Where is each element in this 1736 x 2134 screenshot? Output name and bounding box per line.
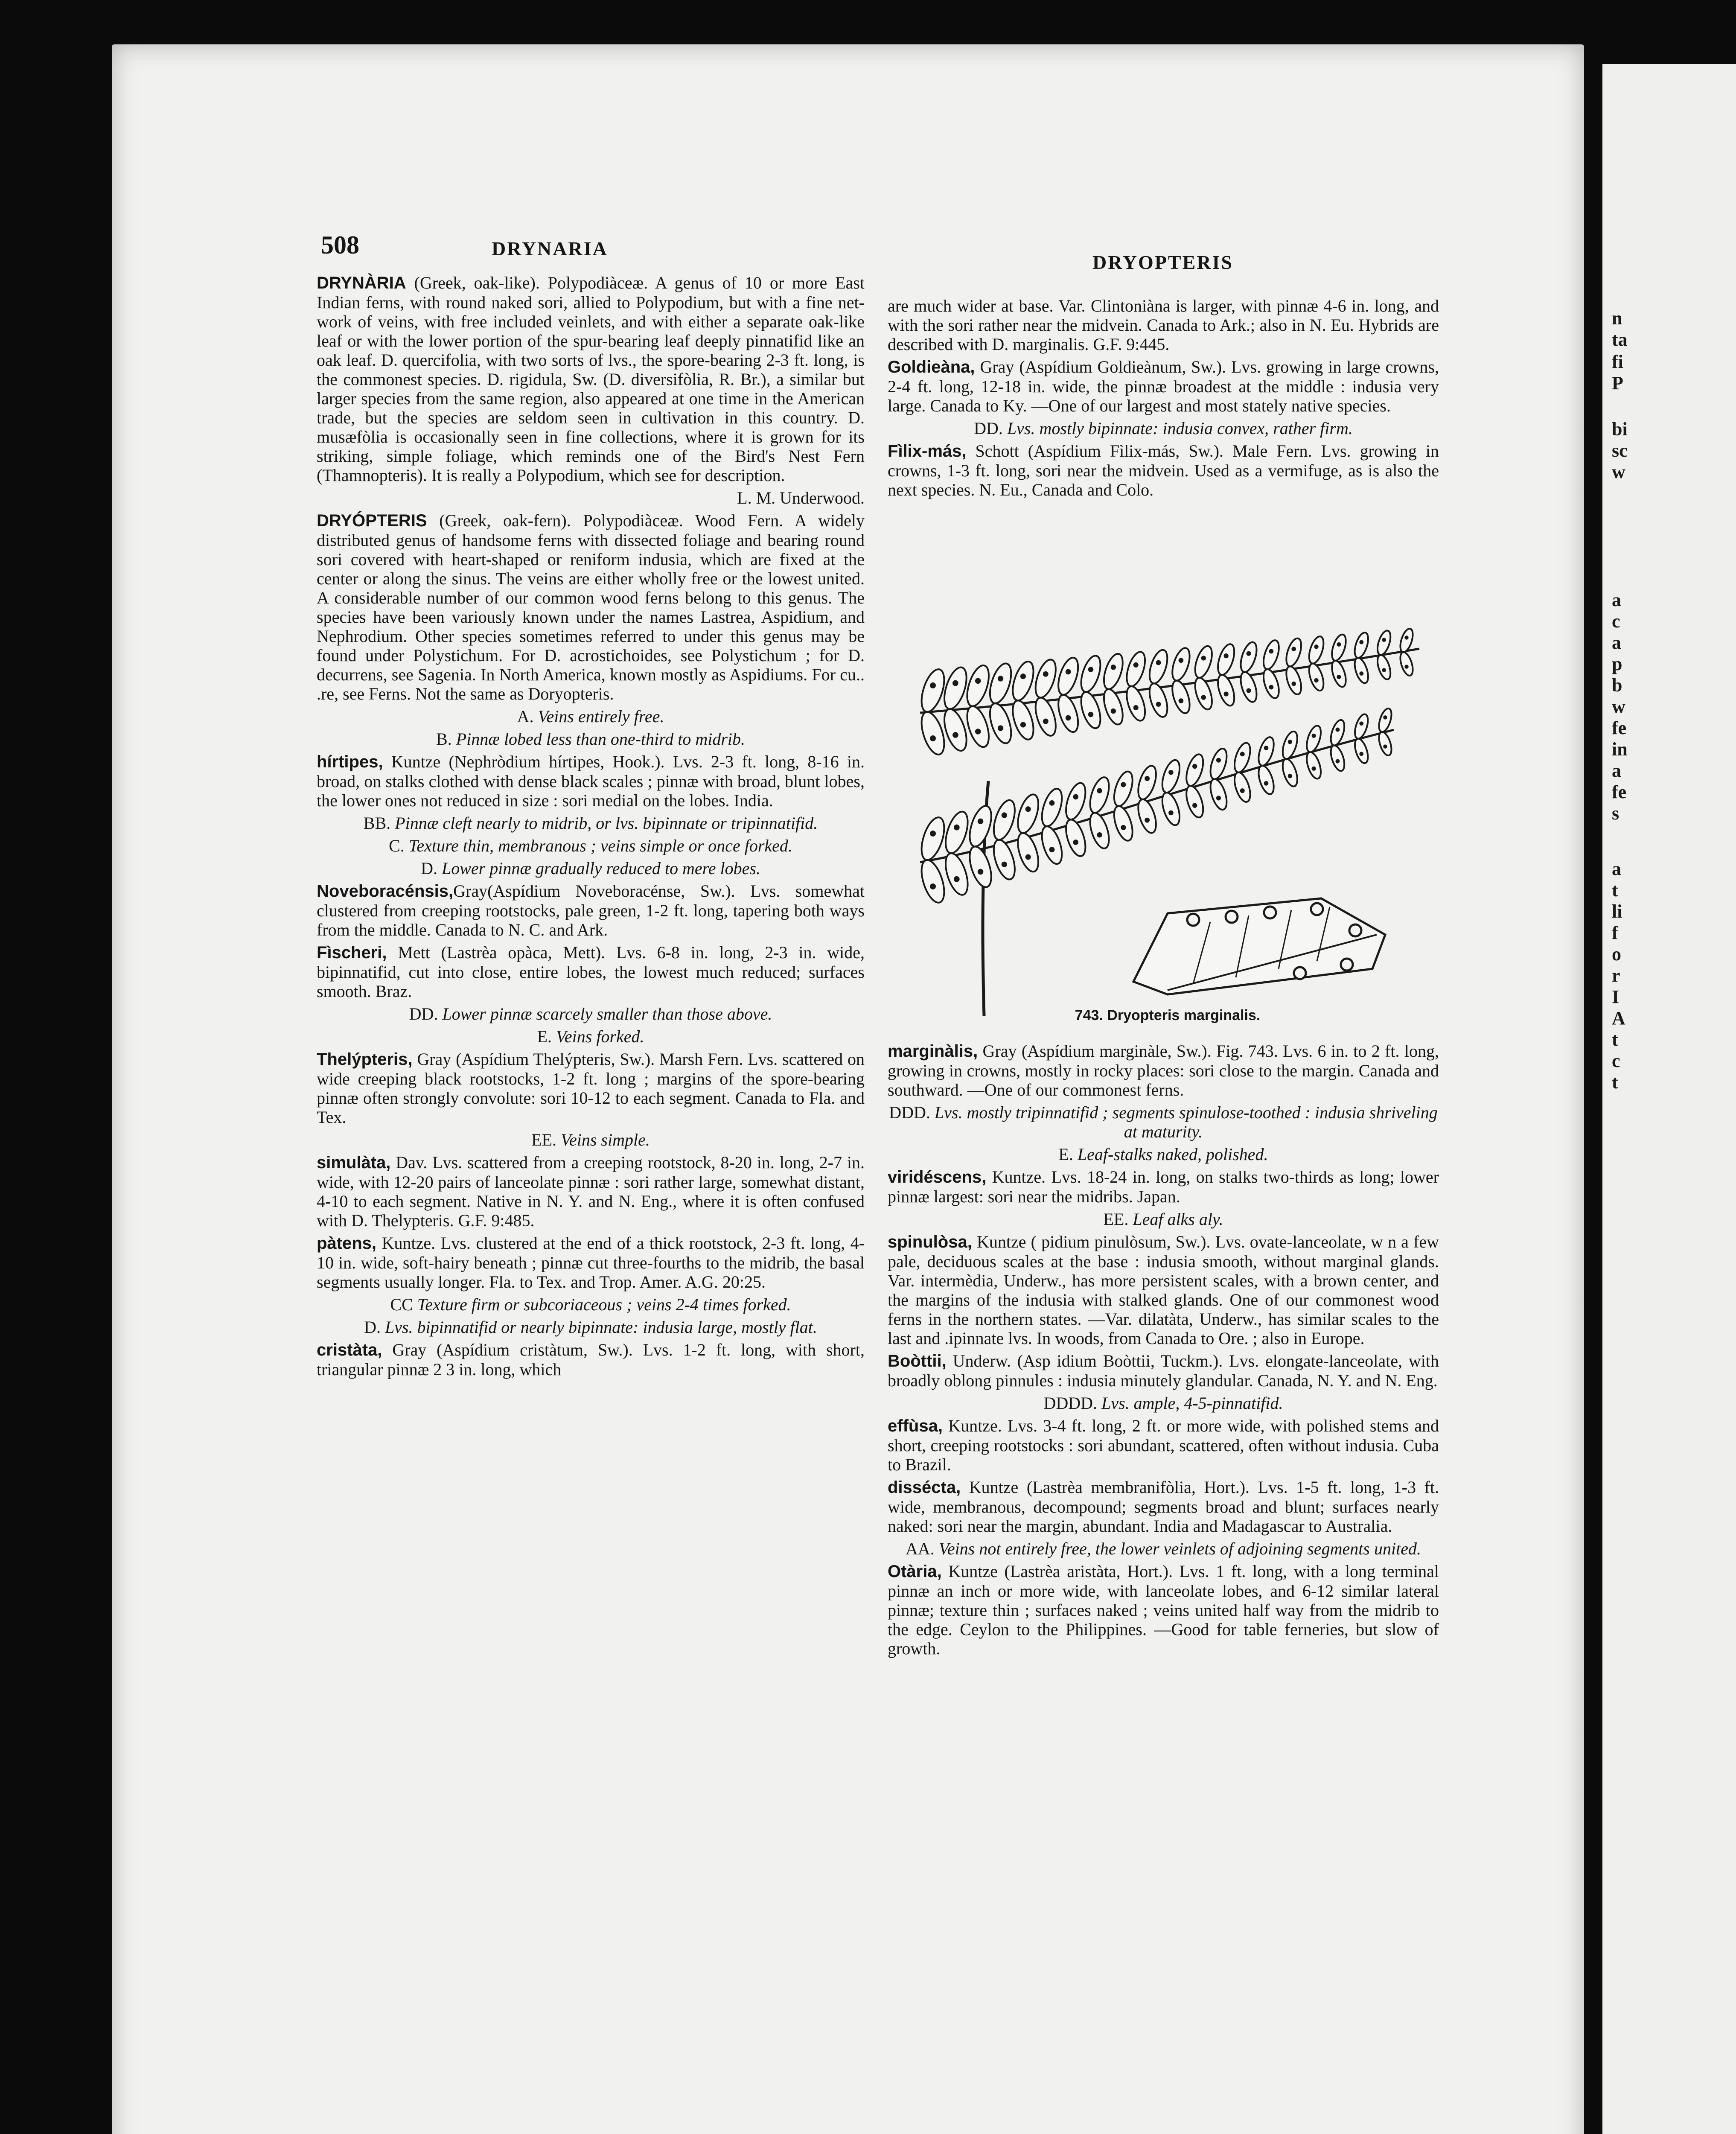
- entry-text: Kuntze ( pidium pinulòsum, Sw.). Lvs. ovate-lanceolate, w n a few pale, deciduous scales at the base : indusia smooth, without marginal glands. Var. intermèdia, Underw., has more persistent scales, with a brown center, and the margins of the indusia with stalked glands. One of our commonest wood ferns in the northern states. —Var. dilatàta, Underw., has similar scales to the last and .ipinnate lvs. In woods, from Canada to Ore. ; also in Europe.: [888, 1232, 1439, 1348]
- key-mark: CC: [390, 1295, 417, 1314]
- entry-text: (Greek, oak-like). Polypodiàceæ. A genus of 10 or more East Indian ferns, with round naked sori, allied to Polypodium, but with a fine net-work of veins, with free included veinlets, and with either a separate oak-like leaf or with the lower portion of the spur-bearing leaf deeply pinnatifid like an oak leaf. D. quercifolia, with two sorts of lvs., the spore-bearing 2-3 ft. long, is the commonest species. D. rigidula, Sw. (D. diversifòlia, R. Br.), a similar but larger species from the same region, also appeared at one time in the American trade, but the species are seldom seen in cultivation in this country. D. musæfòlia is occasionally seen in fine collections, where it is grown for its striking, simple foliage, which reminds one of the Bird's Nest Fern (Thamnopteris). It is really a Polypodium, which see for description.: [317, 273, 865, 485]
- entry-text: (Greek, oak-fern). Polypodiàceæ. Wood Fern. A widely distributed genus of handsome ferns with dissected foliage and bearing round sori covered with heart-shaped or reniform indusia, which are fixed at the center or along the sinus. The veins are either wholly free or the lowest united. A considerable number of our common wood ferns belong to this genus. The species have been variously known under the names Lastrea, Aspidium, and Nephrodium. Other species sometimes referred to under this genus may be found under Polystichum. For D. acrostichoides, see Polystichum ; for D. decurrens, see Sagenia. In North America, known mostly as Aspidiums. For cu.. .re, see Ferns. Not the same as Doryopteris.: [317, 511, 865, 703]
- key-mark: E.: [1058, 1145, 1078, 1164]
- key-text: Veins entirely free.: [538, 707, 664, 726]
- page-number: 508: [321, 231, 359, 259]
- entry-text: Kuntze (Lastrèa aristàta, Hort.). Lvs. 1 ft. long, with a long terminal pinnæ an inch or more wide, with lanceolate lobes, and 6-12 similar lateral pinnæ; texture thin ; surfaces naked ; veins united half way from the midrib to the edge. Ceylon to the Philippines. —Good for table ferneries, but slow of growth.: [888, 1562, 1439, 1658]
- entry-paragraph: [888, 357, 1439, 415]
- entry-head: DRYNÀRIA: [317, 274, 406, 292]
- next-page-fragment: a: [1612, 632, 1621, 653]
- pinnule-detail: [1133, 898, 1385, 994]
- key-line: [317, 707, 865, 726]
- key-text: Texture firm or subcoriaceous ; veins 2-4 times forked.: [417, 1295, 791, 1314]
- next-page-fragment: f: [1612, 922, 1618, 943]
- entry-text: Gray (Aspídium Goldieànum, Sw.). Lvs. growing in large crowns, 2-4 ft. long, 12-18 in. wide, the pinnæ broadest at the middle : indusia very large. Canada to Ky. —One of our largest and most stately native species.: [888, 357, 1439, 415]
- next-page-fragment: c: [1612, 1050, 1620, 1071]
- entry-text: Gray (Aspídium Thelýpteris, Sw.). Marsh Fern. Lvs. scattered on wide creeping black rootstocks, 1-2 ft. long ; margins of the spore-bearing pinnæ often strongly convolute: sori 10-12 to each segment. Canada to Fla. and Tex.: [317, 1050, 865, 1127]
- key-line: [317, 1004, 865, 1023]
- right-column-bottom: [888, 1041, 1439, 1662]
- key-line: [317, 836, 865, 855]
- entry-paragraph: [888, 296, 1439, 354]
- next-page-fragment: fe: [1612, 717, 1627, 738]
- next-page-edge: [1602, 64, 1736, 2134]
- key-mark: D.: [421, 859, 442, 878]
- entry-head: Otària,: [888, 1562, 942, 1581]
- key-text: Veins forked.: [556, 1027, 644, 1046]
- key-line: [888, 1539, 1439, 1558]
- entry-text: Schott (Aspídium Fìlix-más, Sw.). Male Fern. Lvs. growing in crowns, 1-3 ft. long, sori near the midvein. Used as a vermifuge, as is also the next species. N. Eu., Canada and Colo.: [888, 441, 1439, 499]
- entry-text: Kuntze. Lvs. 18-24 in. long, on stalks two-thirds as long; lower pinnæ largest: sori near the midribs. Japan.: [888, 1167, 1439, 1206]
- key-line: [317, 813, 865, 833]
- key-line: [317, 1295, 865, 1314]
- entry-text: Kuntze. Lvs. 3-4 ft. long, 2 ft. or more wide, with polished stems and short, creeping rootstocks : sori abundant, scattered, often without indusia. Cuba to Brazil.: [888, 1416, 1439, 1474]
- key-line: [888, 1103, 1439, 1141]
- next-page-fragment: a: [1612, 760, 1621, 781]
- next-page-fragment: bi: [1612, 419, 1628, 440]
- entry-text: Kuntze. Lvs. clustered at the end of a thick rootstock, 2-3 ft. long, 4-10 in. wide, soft-hairy beneath ; pinnæ cut three-fourths to the midrib, the basal segments usually longer. Fla. to Tex. and Trop. Amer. A.G. 20:25.: [317, 1233, 865, 1291]
- right-column-top: [888, 296, 1439, 503]
- next-page-fragment: in: [1612, 739, 1628, 760]
- key-line: [317, 729, 865, 749]
- entry-text: Gray (Aspídium cristàtum, Sw.). Lvs. 1-2 ft. long, with short, triangular pinnæ 2 3 in. long, which: [317, 1340, 865, 1379]
- next-page-fragment: I: [1612, 986, 1619, 1007]
- entry-paragraph: [888, 1416, 1439, 1474]
- key-mark: EE.: [1103, 1210, 1133, 1229]
- entry-text: Kuntze (Nephròdium hírtipes, Hook.). Lvs. 2-3 ft. long, 8-16 in. broad, on stalks clothed with dense black scales ; pinnæ with broad, blunt lobes, the lower ones not reduced in size : sori medial on the lobes. India.: [317, 752, 865, 810]
- entry-paragraph: [888, 1232, 1439, 1348]
- entry-paragraph: [317, 1050, 865, 1127]
- key-text: Pinnæ lobed less than one-third to midrib.: [456, 729, 746, 749]
- entry-head: Noveboracénsis,: [317, 882, 454, 901]
- entry-head: Thelýpteris,: [317, 1050, 413, 1069]
- entry-paragraph: [317, 273, 865, 485]
- key-mark: A.: [517, 707, 538, 726]
- entry-head: cristàta,: [317, 1341, 382, 1359]
- key-text: Veins simple.: [561, 1130, 650, 1149]
- key-text: Lower pinnæ gradually reduced to mere lobes.: [441, 859, 760, 878]
- next-page-fragment: s: [1612, 803, 1619, 824]
- key-line: [317, 859, 865, 878]
- key-text: Texture thin, membranous ; veins simple or once forked.: [408, 836, 792, 855]
- next-page-fragment: o: [1612, 944, 1621, 965]
- key-line: [888, 1145, 1439, 1164]
- next-page-fragment: t: [1612, 1072, 1618, 1093]
- entry-paragraph: [317, 752, 865, 810]
- next-page-fragment: li: [1612, 901, 1622, 922]
- key-text: Lvs. mostly tripinnatifid ; segments spinulose-toothed : indusia shriveling at maturity.: [934, 1103, 1438, 1141]
- entry-head: DRYÓPTERIS: [317, 511, 427, 530]
- entry-text: Kuntze (Lastrèa membranifòlia, Hort.). Lvs. 1-5 ft. long, 1-3 ft. wide, membranous, decompound; segments broad and blunt; surfaces nearly naked: sori near the margin, abundant. India and Madagascar to Australia.: [888, 1478, 1439, 1536]
- next-page-fragment: P: [1612, 373, 1623, 394]
- key-text: Veins not entirely free, the lower veinlets of adjoining segments united.: [938, 1539, 1421, 1558]
- key-mark: AA.: [906, 1539, 939, 1558]
- next-page-fragment: w: [1612, 696, 1625, 717]
- running-head-right: DRYOPTERIS: [1092, 251, 1233, 273]
- entry-paragraph: [888, 1562, 1439, 1658]
- entry-head: hírtipes,: [317, 752, 383, 771]
- key-text: Leaf alks aly.: [1133, 1210, 1223, 1229]
- key-mark: D.: [364, 1318, 385, 1337]
- key-text: Lvs. ample, 4-5-pinnatifid.: [1101, 1394, 1283, 1413]
- key-text: Pinnæ cleft nearly to midrib, or lvs. bipinnate or tripinnatifid.: [395, 813, 818, 833]
- entry-paragraph: [317, 1233, 865, 1291]
- key-mark: C.: [389, 836, 409, 855]
- key-mark: DDD.: [889, 1103, 935, 1122]
- entry-head: pàtens,: [317, 1234, 377, 1253]
- next-page-fragment: w: [1612, 461, 1625, 482]
- entry-head: Boòttii,: [888, 1352, 947, 1370]
- next-page-fragment: r: [1612, 965, 1620, 986]
- key-mark: BB.: [363, 813, 395, 833]
- entry-paragraph: [317, 1153, 865, 1230]
- entry-paragraph: [317, 1340, 865, 1379]
- entry-head: Fìlix-más,: [888, 442, 967, 461]
- key-text: Lvs. bipinnatifid or nearly bipinnate: indusia large, mostly flat.: [384, 1318, 817, 1337]
- next-page-fragment: sc: [1612, 440, 1628, 461]
- entry-text: Dav. Lvs. scattered from a creeping rootstock, 8-20 in. long, 2-7 in. wide, with 12-20 pairs of lanceolate pinnæ : sori rather large, somewhat distant, 4-10 to each segment. Native in N. Y. and N. Eng., where it is often confused with D. Thelypteris. G.F. 9:485.: [317, 1153, 865, 1230]
- key-mark: DDDD.: [1043, 1394, 1101, 1413]
- key-line: [317, 1318, 865, 1337]
- author-signature: L. M. Underwood.: [737, 488, 865, 507]
- entry-text: are much wider at base. Var. Clintoniàna is larger, with pinnæ 4-6 in. long, and with the sori rather near the midvein. Canada to Ark.; also in N. Eu. Hybrids are described with D. marginalis. G.F. 9:445.: [888, 296, 1439, 354]
- key-mark: DD.: [409, 1004, 443, 1023]
- next-page-fragment: A: [1612, 1008, 1625, 1029]
- entry-head: simulàta,: [317, 1153, 391, 1172]
- key-mark: EE.: [531, 1130, 561, 1149]
- key-text: Lvs. mostly bipinnate: indusia convex, rather firm.: [1007, 419, 1353, 438]
- key-line: [888, 1394, 1439, 1413]
- next-page-fragment: a: [1612, 858, 1621, 879]
- next-page-fragment: b: [1612, 675, 1622, 696]
- next-page-fragment: fe: [1612, 781, 1627, 802]
- next-page-fragment: c: [1612, 611, 1620, 632]
- entry-text: Gray (Aspídium marginàle, Sw.). Fig. 743. Lvs. 6 in. to 2 ft. long, growing in crowns, mostly in rocky places: sori close to the margin. Canada and southward. —One of our commonest ferns.: [888, 1041, 1439, 1099]
- entry-paragraph: [888, 441, 1439, 499]
- running-head-left: DRYNARIA: [492, 238, 608, 259]
- figure-caption: 743. Dryopteris marginalis.: [1075, 1007, 1261, 1023]
- key-mark: E.: [537, 1027, 556, 1046]
- key-line: [317, 1027, 865, 1046]
- entry-paragraph: [317, 943, 865, 1001]
- entry-head: spinulòsa,: [888, 1233, 972, 1251]
- next-page-fragment: t: [1612, 880, 1618, 901]
- key-line: [888, 1210, 1439, 1229]
- key-line: [317, 1130, 865, 1149]
- next-page-fragment: p: [1612, 653, 1622, 674]
- entry-head: viridéscens,: [888, 1168, 987, 1187]
- next-page-fragment: a: [1612, 589, 1621, 610]
- key-text: Lower pinnæ scarcely smaller than those above.: [442, 1004, 772, 1023]
- next-page-fragment: n: [1612, 308, 1622, 329]
- entry-paragraph: [888, 1041, 1439, 1099]
- entry-head: effùsa,: [888, 1417, 943, 1435]
- key-mark: B.: [436, 729, 456, 749]
- key-mark: DD.: [974, 419, 1007, 438]
- entry-head: Fìscheri,: [317, 943, 387, 962]
- next-page-fragment: ta: [1612, 329, 1628, 350]
- next-page-fragment: t: [1612, 1029, 1618, 1050]
- next-page-fragment: fi: [1612, 351, 1623, 372]
- fern-illustration: [894, 627, 1441, 1029]
- entry-head: Goldieàna,: [888, 358, 975, 376]
- entry-head: dissécta,: [888, 1478, 961, 1497]
- entry-paragraph: [888, 1351, 1439, 1390]
- entry-head: marginàlis,: [888, 1042, 978, 1061]
- entry-paragraph: [317, 511, 865, 703]
- left-column: [317, 273, 865, 1382]
- key-text: Leaf-stalks naked, polished.: [1077, 1145, 1268, 1164]
- entry-paragraph: [888, 1478, 1439, 1536]
- entry-text: Gray(Aspídium Noveboracénse, Sw.). Lvs. somewhat clustered from creeping rootstocks, pale green, 1-2 ft. long, tapering both ways from the middle. Canada to N. C. and Ark.: [317, 881, 865, 939]
- entry-text: Underw. (Asp idium Boòttii, Tuckm.). Lvs. elongate-lanceolate, with broadly oblong pinnules : indusia minutely glandular. Canada, N. Y. and N. Eng.: [888, 1351, 1439, 1390]
- entry-text: Mett (Lastrèa opàca, Mett). Lvs. 6-8 in. long, 2-3 in. wide, bipinnatifid, cut into close, entire lobes, the lowest much reduced; surfaces smooth. Braz.: [317, 943, 865, 1001]
- entry-paragraph: [317, 881, 865, 939]
- key-line: [888, 419, 1439, 438]
- entry-paragraph: [888, 1167, 1439, 1206]
